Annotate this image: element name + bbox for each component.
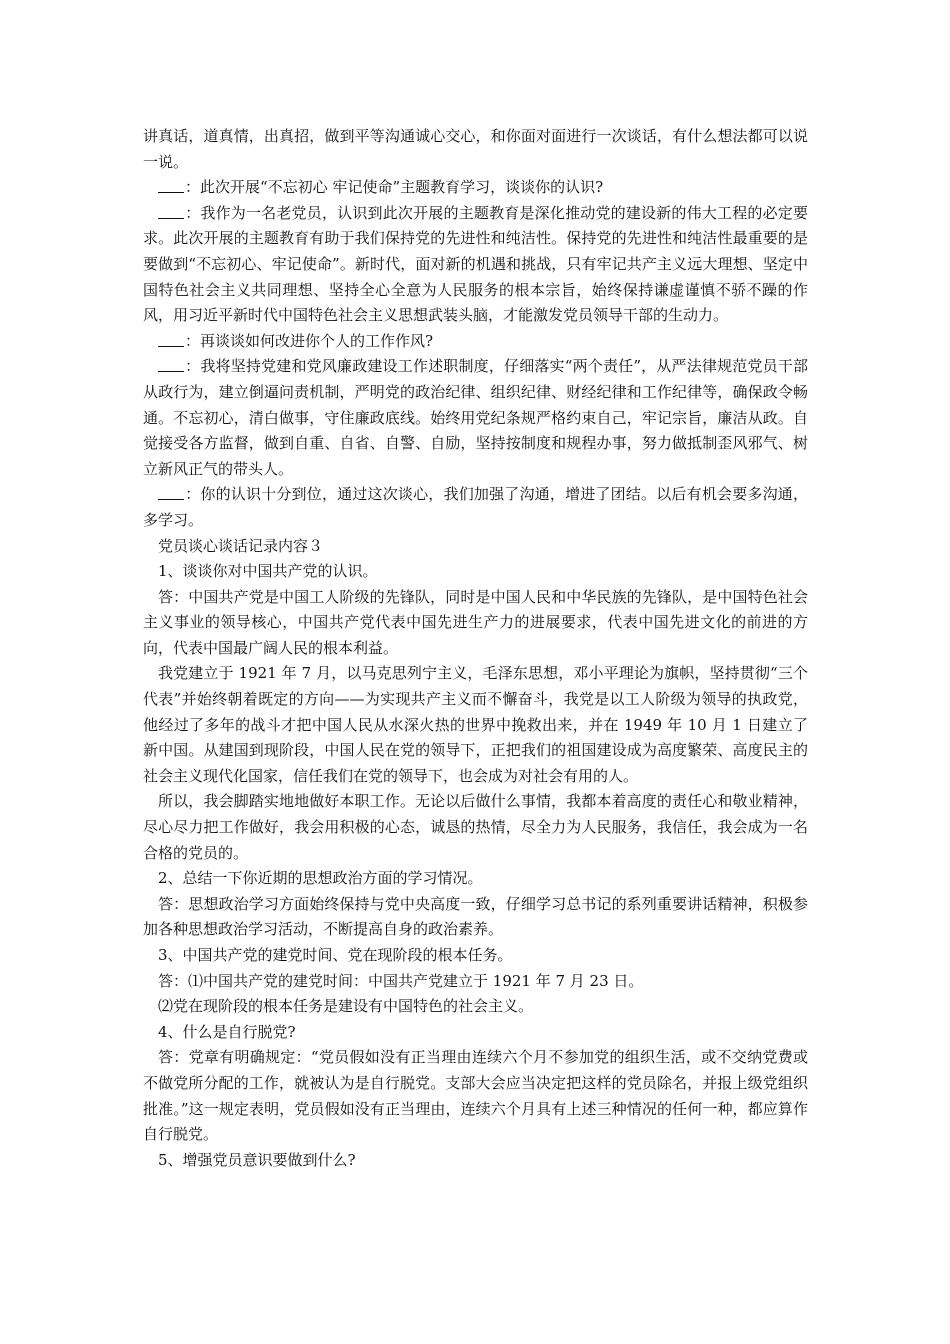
- question: [143, 559, 808, 585]
- paragraph-text: ：我将坚持党建和党风廉政建设工作述职制度，仔细落实“两个责任”，从严法律规范党员干部从政行为，建立倒逼问责机制，严明党的政治纪律、组织纪律、财经纪律和工作纪律等，确保政令畅通。不忘初心，清白做事，守住廉政底线。始终用党纪条规严格约束自己，牢记宗旨，廉洁从政。自觉接受各方监督，做到自重、自省、自警、自励，坚持按制度和规程办事，努力做抵制歪风邪气、树立新风正气的带头人。: [143, 357, 808, 478]
- section-heading: [143, 534, 808, 560]
- question: [143, 866, 808, 892]
- paragraph-text: 答：⑴中国共产党的建党时间：中国共产党建立于 1921 年 7 月 23 日。: [158, 971, 644, 990]
- question: [143, 1020, 808, 1046]
- paragraph: [143, 482, 808, 533]
- paragraph: [143, 201, 808, 329]
- answer: [143, 1045, 808, 1147]
- paragraph: [143, 329, 808, 355]
- paragraph-text: ：我作为一名老党员，认识到此次开展的主题教育是深化推动党的建设新的伟大工程的必定要求。此次开展的主题教育有助于我们保持党的先进性和纯洁性。保持党的先进性和纯洁性最重要的是要做到“不忘初心、牢记使命”。新时代，面对新的机遇和挑战，只有牢记共产主义远大理想、坚定中国特色社会主义共同理想、坚持全心全意为人民服务的根本宗旨，始终保持谦虚谨慎不骄不躁的作风，用习近平新时代中国特色社会主义思想武装头脑，才能激发党员领导干部的生动力。: [143, 203, 808, 325]
- speaker-blank: [158, 177, 184, 193]
- speaker-blank: [158, 484, 184, 500]
- paragraph-text: 答：思想政治学习方面始终保持与党中央高度一致，仔细学习总书记的系列重要讲话精神，积极参加各种思想政治学习活动，不断提高自身的政治素养。: [143, 894, 808, 939]
- paragraph-text: ：再谈谈如何改进你个人的工作作风?: [185, 331, 434, 350]
- paragraph-text: 所以，我会脚踏实地地做好本职工作。无论以后做什么事情，我都本着高度的责任心和敬业精神，尽心尽力把工作做好，我会用积极的心态，诚恳的热情，尽全力为人民服务，我信任，我会成为一名合格的党员的。: [143, 792, 808, 862]
- answer: [143, 892, 808, 943]
- paragraph-text: 答：中国共产党是中国工人阶级的先锋队，同时是中国人民和中华民族的先锋队，是中国特色社会主义事业的领导核心，中国共产党代表中国先进生产力的进展要求，代表中国先进文化的前进的方向，代表中国最广阔人民的根本利益。: [143, 587, 808, 657]
- speaker-blank: [158, 203, 184, 219]
- paragraph: [143, 354, 808, 482]
- speaker-blank: [158, 331, 184, 347]
- paragraph-text: 4、什么是自行脱党?: [158, 1022, 296, 1041]
- paragraph-text: 讲真话，道真情，出真招，做到平等沟通诚心交心，和你面对面进行一次谈话，有什么想法都可以说一说。: [143, 127, 808, 171]
- paragraph-text: 答：党章有明确规定：“党员假如没有正当理由连续六个月不参加党的组织生活，或不交纳党费或不做党所分配的工作，就被认为是自行脱党。支部大会应当决定把这样的党员除名，并报上级党组织批准。”这一规定表明，党员假如没有正当理由，连续六个月具有上述三种情况的任何一种，都应算作自行脱党。: [143, 1048, 808, 1144]
- paragraph: [143, 175, 808, 201]
- document-page: [143, 124, 808, 1173]
- paragraph-text: 我党建立于 1921 年 7 月，以马克思列宁主义，毛泽东思想，邓小平理论为旗帜，坚持贯彻“三个代表”并始终朝着既定的方向——为实现共产主义而不懈奋斗，我党是以工人阶级为领导的执政党，他经过了多年的战斗才把中国人民从水深火热的世界中挽救出来，并在 1949 年 10 月 1 日建立了新中国。从建国到现阶段，中国人民在党的领导下，正把我们的祖国建设成为高度繁荣、高度民主的社会主义现代化国家，信任我们在党的领导下，也会成为对社会有用的人。: [143, 664, 808, 785]
- answer: [143, 969, 808, 995]
- question: [143, 1148, 808, 1174]
- paragraph-text: 1、谈谈你对中国共产党的认识。: [158, 562, 378, 581]
- paragraph-text: ：此次开展“不忘初心 牢记使命”主题教育学习，谈谈你的认识?: [185, 178, 604, 197]
- paragraph: [143, 789, 808, 866]
- answer: [143, 994, 808, 1020]
- paragraph-text: 3、中国共产党的建党时间、党在现阶段的根本任务。: [158, 946, 513, 964]
- paragraph-text: ⑵党在现阶段的根本任务是建设有中国特色的社会主义。: [158, 997, 534, 1016]
- paragraph: [143, 124, 808, 175]
- paragraph-text: 党员谈心谈话记录内容３: [158, 536, 324, 555]
- paragraph-text: 5、增强党员意识要做到什么?: [158, 1150, 356, 1169]
- speaker-blank: [158, 356, 184, 372]
- answer: [143, 585, 808, 662]
- question: [143, 943, 808, 969]
- paragraph-text: ：你的认识十分到位，通过这次谈心，我们加强了沟通，增进了团结。以后有机会要多沟通，多学习。: [143, 485, 808, 529]
- paragraph-text: 2、总结一下你近期的思想政治方面的学习情况。: [158, 869, 483, 888]
- paragraph: [143, 661, 808, 789]
